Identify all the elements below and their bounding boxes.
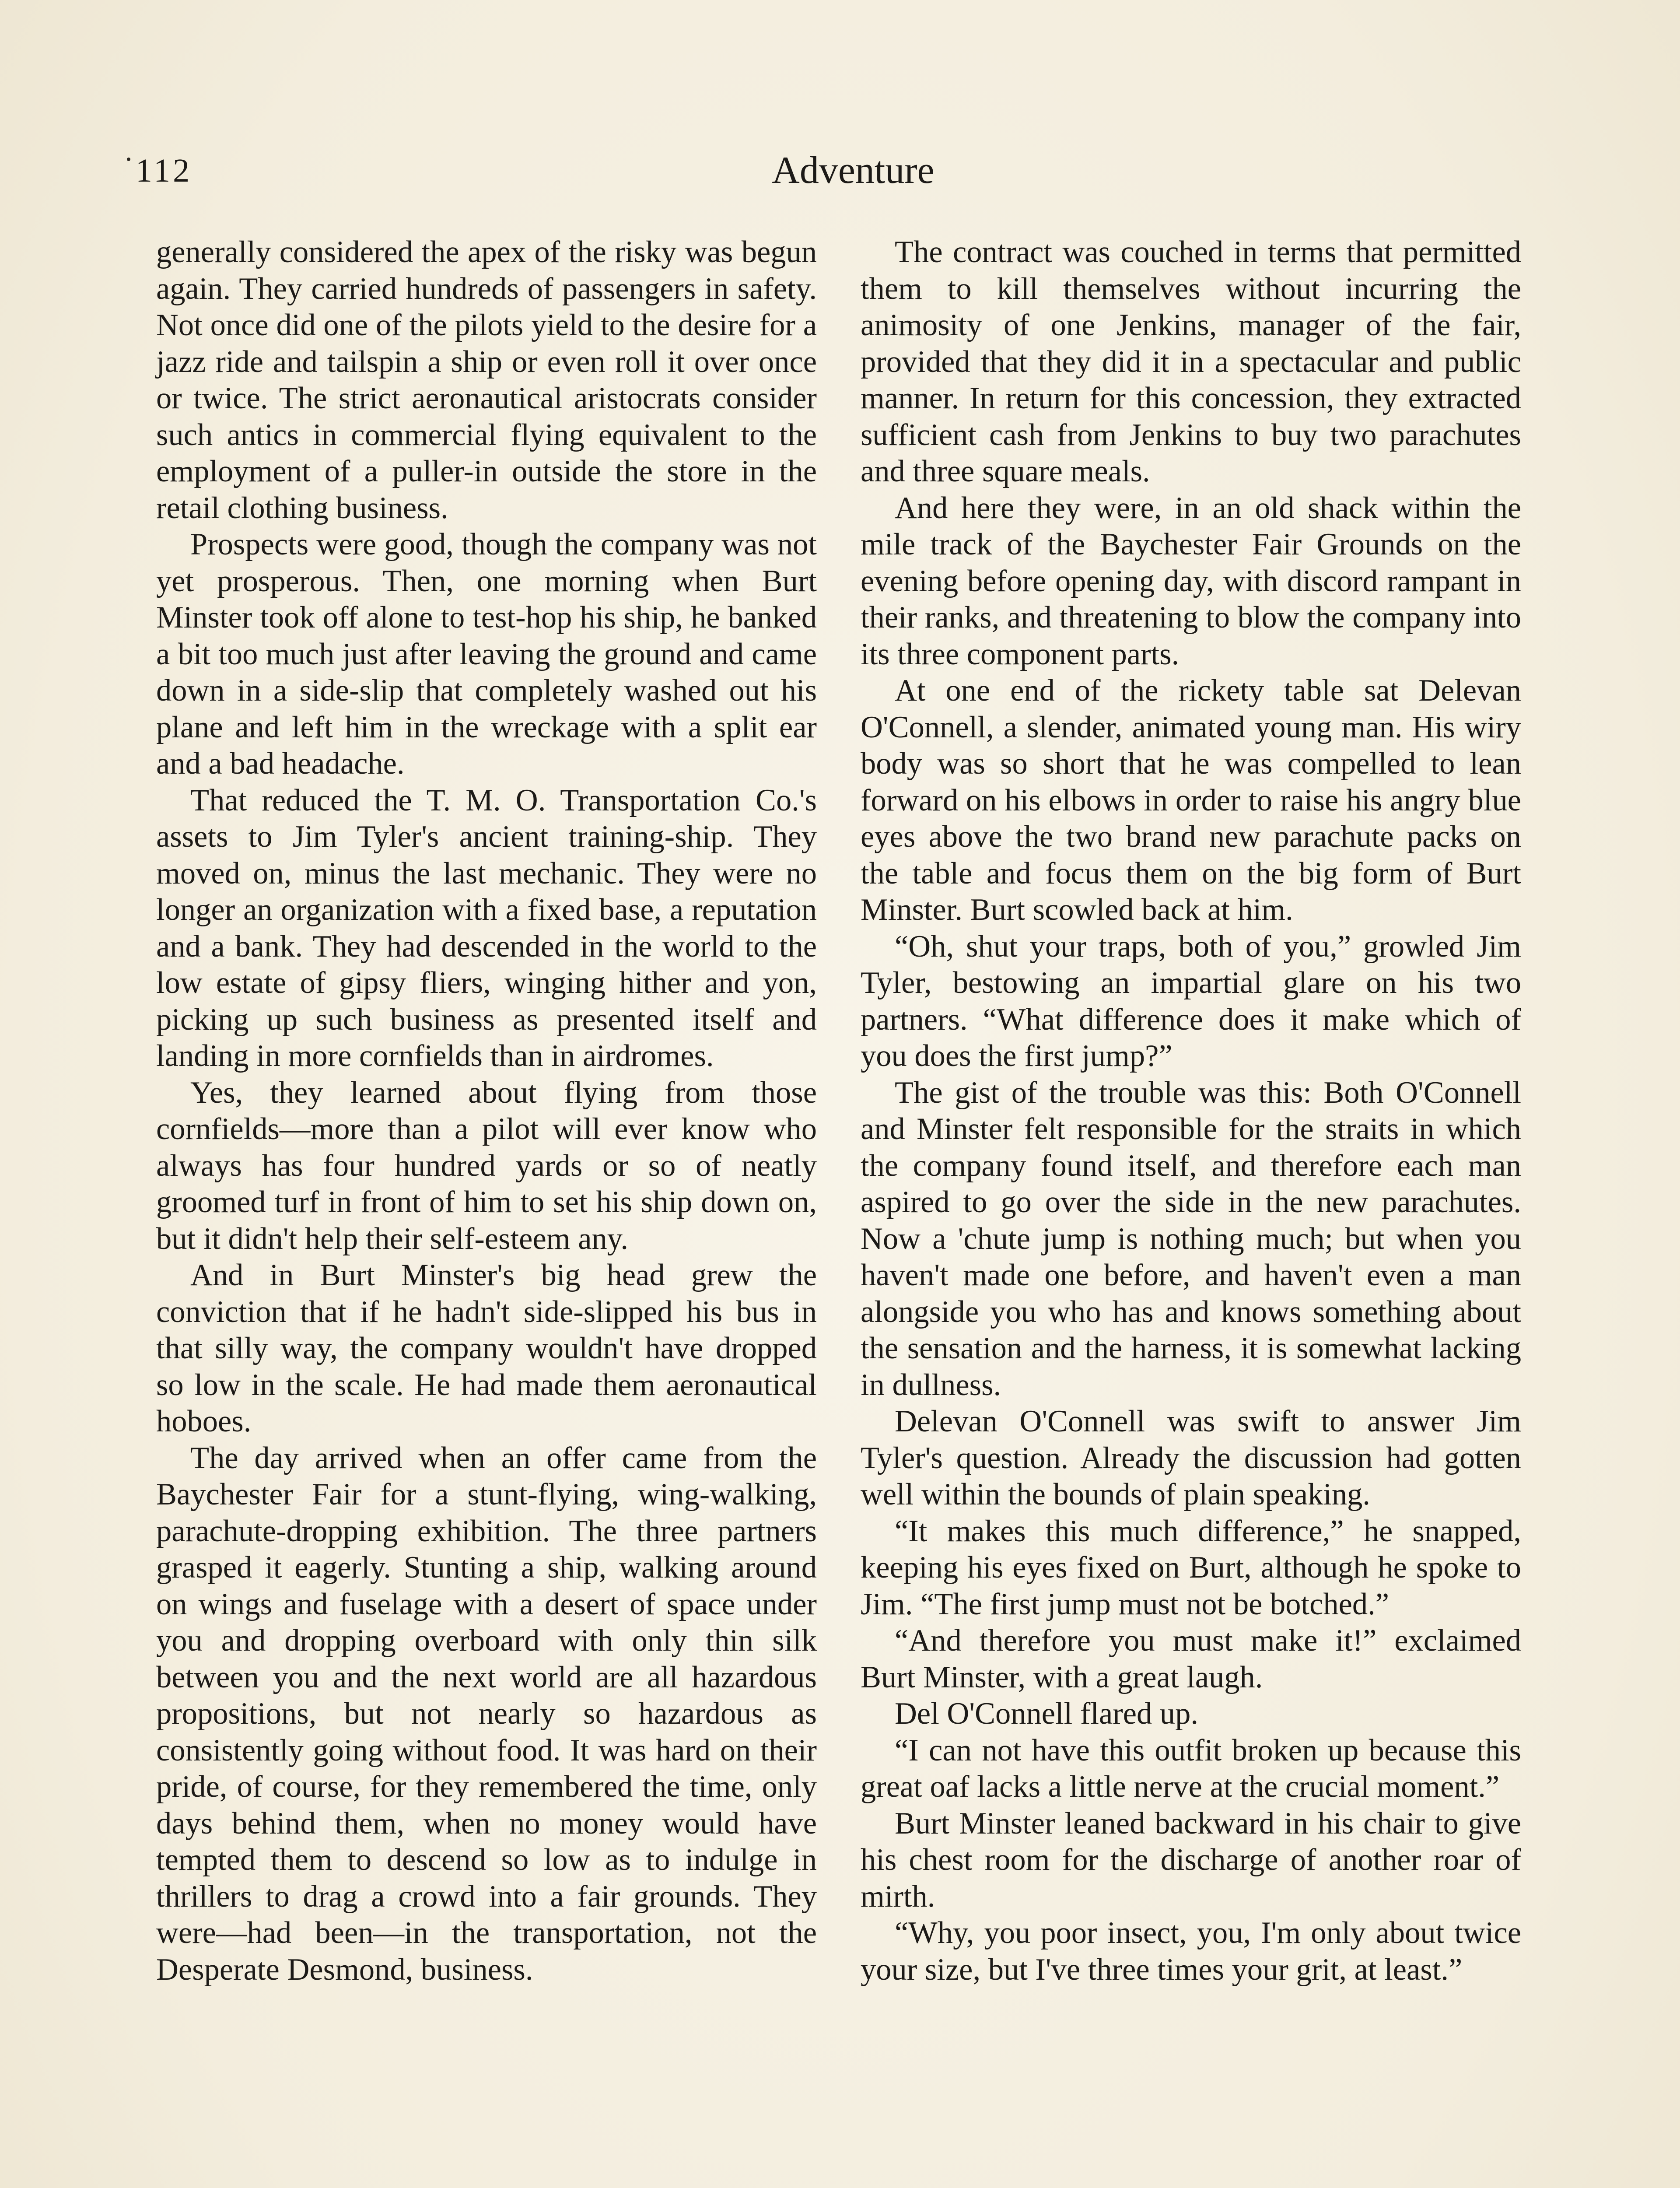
paragraph: The gist of the trouble was this: Both O'Connell and Minster felt responsible for the straits in which the company found itself, and therefore each man aspired to go over the side in the new parachutes. Now a 'chute jump is nothing much; but when you haven't made one before, and haven't even a man alongside you who has and knows something about the sensation and the harness, it is somewhat lacking in dullness. [861, 1075, 1521, 1402]
paragraph: Del O'Connell flared up. [895, 1697, 1199, 1731]
paragraph: generally considered the apex of the risky was begun again. They carried hundreds of passengers in safety. Not once did one of the pilots yield to the desire for a jazz ride and tailspin a ship or even roll it over once or twice. The strict aeronautical aristocrats consider such antics in commercial flying equivalent to the employment of a puller-in outside the store in the retail clothing business. [156, 235, 817, 525]
paragraph: “I can not have this outfit broken up because this great oaf lacks a little nerve at the crucial moment.” [861, 1733, 1521, 1804]
paragraph: At one end of the rickety table sat Delevan O'Connell, a slender, animated young man. His wiry body was so short that he was compelled to lean forward on his elbows in order to raise his angry blue eyes above the two brand new parachute packs on the table and focus them on the big form of Burt Minster. Burt scowled back at him. [861, 673, 1521, 927]
paragraph: Prospects were good, though the company was not yet prosperous. Then, one morning when Burt Minster took off alone to test-hop his ship, he banked a bit too much just after leaving the ground and came down in a side-slip that completely washed out his plane and left him in the wreckage with a split ear and a bad headache. [156, 527, 817, 781]
right-column [861, 234, 1521, 1988]
left-column [156, 234, 817, 1988]
paragraph: And here they were, in an old shack within the mile track of the Baychester Fair Grounds on the evening before opening day, with discord rampant in their ranks, and threatening to blow the company into its three component parts. [861, 491, 1521, 671]
paragraph: “Why, you poor insect, you, I'm only about twice your size, but I've three times your grit, at least.” [861, 1916, 1521, 1987]
page-header [131, 144, 1558, 197]
paragraph: That reduced the T. M. O. Transportation Co.'s assets to Jim Tyler's ancient training-ship. They moved on, minus the last mechanic. They were no longer an organization with a fixed base, a reputation and a bank. They had descended in the world to the low estate of gipsy fliers, winging hither and yon, picking up such business as presented itself and landing in more cornfields than in airdromes. [156, 783, 817, 1073]
paragraph: “And therefore you must make it!” exclaimed Burt Minster, with a great laugh. [861, 1623, 1521, 1694]
paragraph: Delevan O'Connell was swift to answer Jim Tyler's question. Already the discussion had gotten well within the bounds of plain speaking. [861, 1404, 1521, 1511]
paragraph: “It makes this much difference,” he snapped, keeping his eyes fixed on Burt, although he spoke to Jim. “The first jump must not be botched.” [861, 1514, 1521, 1621]
paragraph: Burt Minster leaned backward in his chair to give his chest room for the discharge of another roar of mirth. [861, 1806, 1521, 1914]
paragraph: And in Burt Minster's big head grew the conviction that if he hadn't side-slipped his bus in that silly way, the company wouldn't have dropped so low in the scale. He had made them aeronautical hoboes. [156, 1258, 817, 1438]
paragraph: The contract was couched in terms that permitted them to kill themselves without incurring the animosity of one Jenkins, manager of the fair, provided that they did it in a spectacular and public manner. In return for this concession, they extracted sufficient cash from Jenkins to buy two parachutes and three square meals. [861, 235, 1521, 488]
ink-dot [127, 158, 130, 161]
paragraph: The day arrived when an offer came from the Baychester Fair for a stunt-flying, wing-walking, parachute-dropping exhibition. The three partners grasped it eagerly. Stunting a ship, walking around on wings and fuselage with a desert of space under you and dropping overboard with only thin silk between you and the next world are all hazardous propositions, but not nearly so hazardous as consistently going without food. It was hard on their pride, of course, for they remembered the time, only days behind them, when no money would have tempted them to descend so low as to indulge in thrillers to drag a crowd into a fair grounds. They were—had been—in the transportation, not the Desperate Desmond, business. [156, 1441, 817, 1987]
running-title: Adventure [772, 149, 934, 192]
paragraph: “Oh, shut your traps, both of you,” growled Jim Tyler, bestowing an impartial glare on his two partners. “What difference does it make which of you does the first jump?” [861, 929, 1521, 1073]
page-number: 112 [136, 152, 192, 189]
paragraph: Yes, they learned about flying from those cornfields—more than a pilot will ever know who always has four hundred yards or so of neatly groomed turf in front of him to set his ship down on, but it didn't help their self-esteem any. [156, 1075, 817, 1256]
